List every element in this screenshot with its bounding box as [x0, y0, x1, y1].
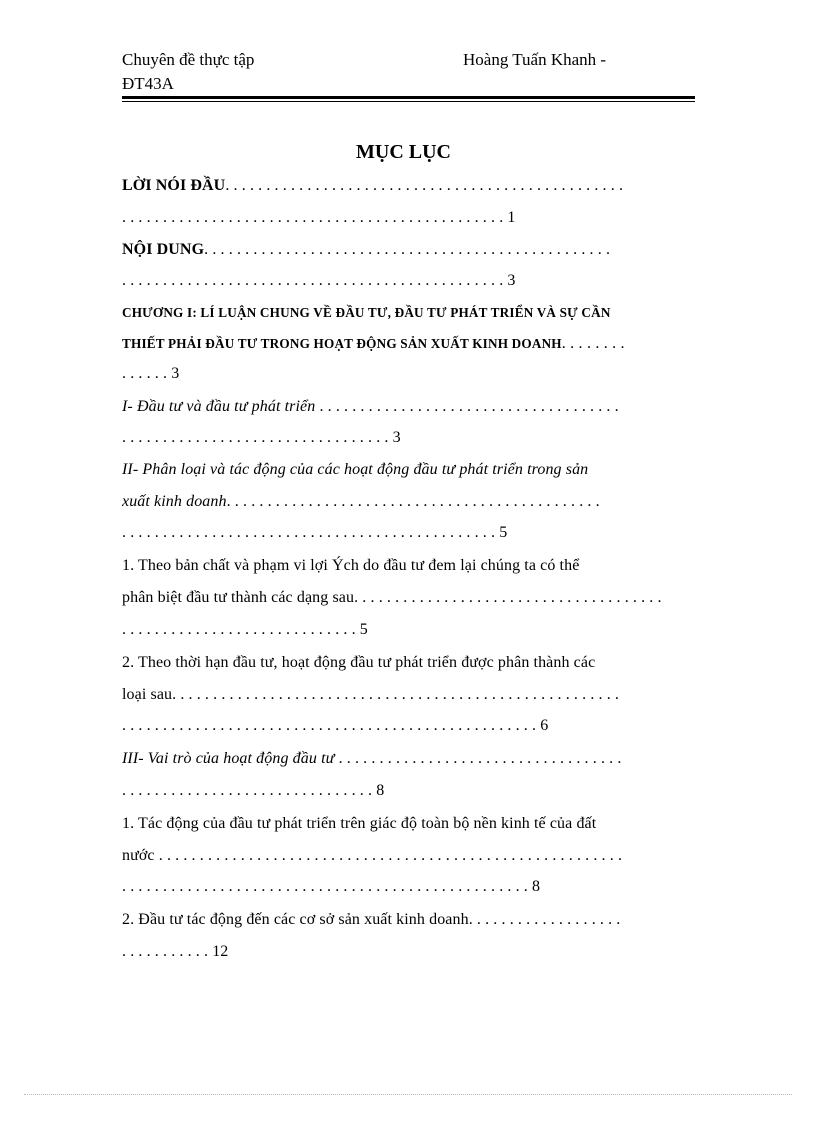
- toc-leader-page: . . . . . . . . . . . . . . . . . . . . . . . . . . . . . . . . . . . . . . . . . . . . . . . . . . . 6: [122, 717, 549, 734]
- leader-dots: . . . . . . . .: [561, 335, 625, 352]
- toc-leader-page: . . . . . . . . . . . . . . . . . . . . . . . . . . . . . . . . . . . . . . . . . . . . . . . . . . 8: [122, 878, 541, 895]
- leader-dots: . . . . . . . . . . . . . . . . . . .: [468, 911, 621, 928]
- header-rule-thin: [122, 101, 695, 102]
- header-class: ĐT43A: [122, 74, 174, 93]
- toc-leader-page: . . . . . . . . . . . . . . . . . . . . . . . . . . . . . . . . . . . . . . . . . . . . . . . 1: [122, 209, 516, 226]
- toc-entry-chapter-1-cont[interactable]: [122, 335, 625, 353]
- page-bottom-divider: [24, 1094, 792, 1095]
- toc-entry-label: nước: [122, 847, 155, 864]
- toc-entry-label: III- Vai trò của hoạt động đầu tư: [122, 750, 335, 767]
- toc-entry-label: LỜI NÓI ĐẦU: [122, 177, 226, 194]
- toc-entry-section-1[interactable]: [122, 398, 619, 416]
- leader-dots: . . . . . . . . . . . . . . . . . . . . . . . . . . . . . . . . . . . . . . . . . . . . . . . . . .: [204, 241, 611, 258]
- toc-leader-page: . . . . . . . . . . . . . . . . . . . . . . . . . . . . . . . 8: [122, 782, 385, 799]
- toc-leader-page: . . . . . . . . . . . 12: [122, 943, 229, 960]
- toc-entry-section-2-cont[interactable]: [122, 493, 600, 511]
- header-course: Chuyên đề thực tập: [122, 50, 255, 69]
- toc-entry-section-3[interactable]: [122, 750, 621, 768]
- toc-entry-label: NỘI DUNG: [122, 241, 205, 258]
- toc-entry-noi-dung[interactable]: [122, 241, 610, 259]
- leader-dots: . . . . . . . . . . . . . . . . . . . . . . . . . . . . . . . . . . . . . . . . . . . . . . . . . . . . . . .: [172, 686, 620, 703]
- header-rule-thick: [122, 96, 695, 99]
- toc-entry-item-3[interactable]: 1. Tác động của đầu tư phát triển trên giác độ toàn bộ nền kinh tế của đất: [122, 815, 597, 832]
- toc-entry-label: THIẾT PHẢI ĐẦU TƯ TRONG HOẠT ĐỘNG SẢN XUẤT KINH DOANH: [122, 336, 562, 351]
- toc-entry-loi-noi-dau[interactable]: [122, 177, 623, 195]
- leader-dots: . . . . . . . . . . . . . . . . . . . . . . . . . . . . . . . . . . . . . .: [354, 589, 662, 606]
- toc-entry-item-3-cont[interactable]: [122, 847, 622, 865]
- toc-entry-item-4[interactable]: [122, 911, 620, 929]
- toc-leader-page: . . . . . . . . . . . . . . . . . . . . . . . . . . . . . 5: [122, 621, 368, 638]
- toc-leader-page: . . . . . . . . . . . . . . . . . . . . . . . . . . . . . . . . . . . . . . . . . . . . . . 5: [122, 524, 508, 541]
- toc-entry-item-2[interactable]: 2. Theo thời hạn đầu tư, hoạt động đầu tư phát triển được phân thành các: [122, 654, 596, 671]
- header-author: Hoàng Tuấn Khanh -: [463, 50, 607, 69]
- toc-leader-page: . . . . . . . . . . . . . . . . . . . . . . . . . . . . . . . . . . . . . . . . . . . . . . . 3: [122, 272, 516, 289]
- toc-title: MỤC LỤC: [356, 141, 451, 163]
- toc-entry-item-1-cont[interactable]: [122, 589, 662, 607]
- toc-entry-section-2[interactable]: II- Phân loại và tác động của các hoạt động đầu tư phát triển trong sản: [122, 461, 589, 478]
- leader-dots: . . . . . . . . . . . . . . . . . . . . . . . . . . . . . . . . . . .: [338, 750, 622, 767]
- toc-entry-label: I- Đầu tư và đầu tư phát triển: [122, 398, 316, 415]
- toc-entry-chapter-1[interactable]: CHƯƠNG I: LÍ LUẬN CHUNG VỀ ĐẦU TƯ, ĐẦU TƯ PHÁT TRIỂN VÀ SỰ CẦN: [122, 305, 611, 320]
- toc-entry-label: xuất kinh doanh: [122, 493, 227, 510]
- leader-dots: . . . . . . . . . . . . . . . . . . . . . . . . . . . . . . . . . . . . . . . . . . . . . . . . . . . . . . . . .: [158, 847, 623, 864]
- toc-entry-item-2-cont[interactable]: [122, 686, 619, 704]
- toc-entry-label: phân biệt đầu tư thành các dạng sau: [122, 589, 355, 606]
- leader-dots: . . . . . . . . . . . . . . . . . . . . . . . . . . . . . . . . . . . . .: [319, 398, 619, 415]
- leader-dots: . . . . . . . . . . . . . . . . . . . . . . . . . . . . . . . . . . . . . . . . . . . . . .: [226, 493, 600, 510]
- toc-leader-page: . . . . . . . . . . . . . . . . . . . . . . . . . . . . . . . . . 3: [122, 429, 401, 446]
- toc-leader-page: . . . . . . 3: [122, 365, 180, 382]
- toc-entry-label: loại sau: [122, 686, 173, 703]
- toc-entry-label: 2. Đầu tư tác động đến các cơ sở sản xuất kinh doanh: [122, 911, 469, 928]
- leader-dots: . . . . . . . . . . . . . . . . . . . . . . . . . . . . . . . . . . . . . . . . . . . . . . . . .: [225, 177, 624, 194]
- toc-entry-item-1[interactable]: 1. Theo bản chất và phạm vi lợi Ých do đầu tư đem lại chúng ta có thể: [122, 557, 580, 574]
